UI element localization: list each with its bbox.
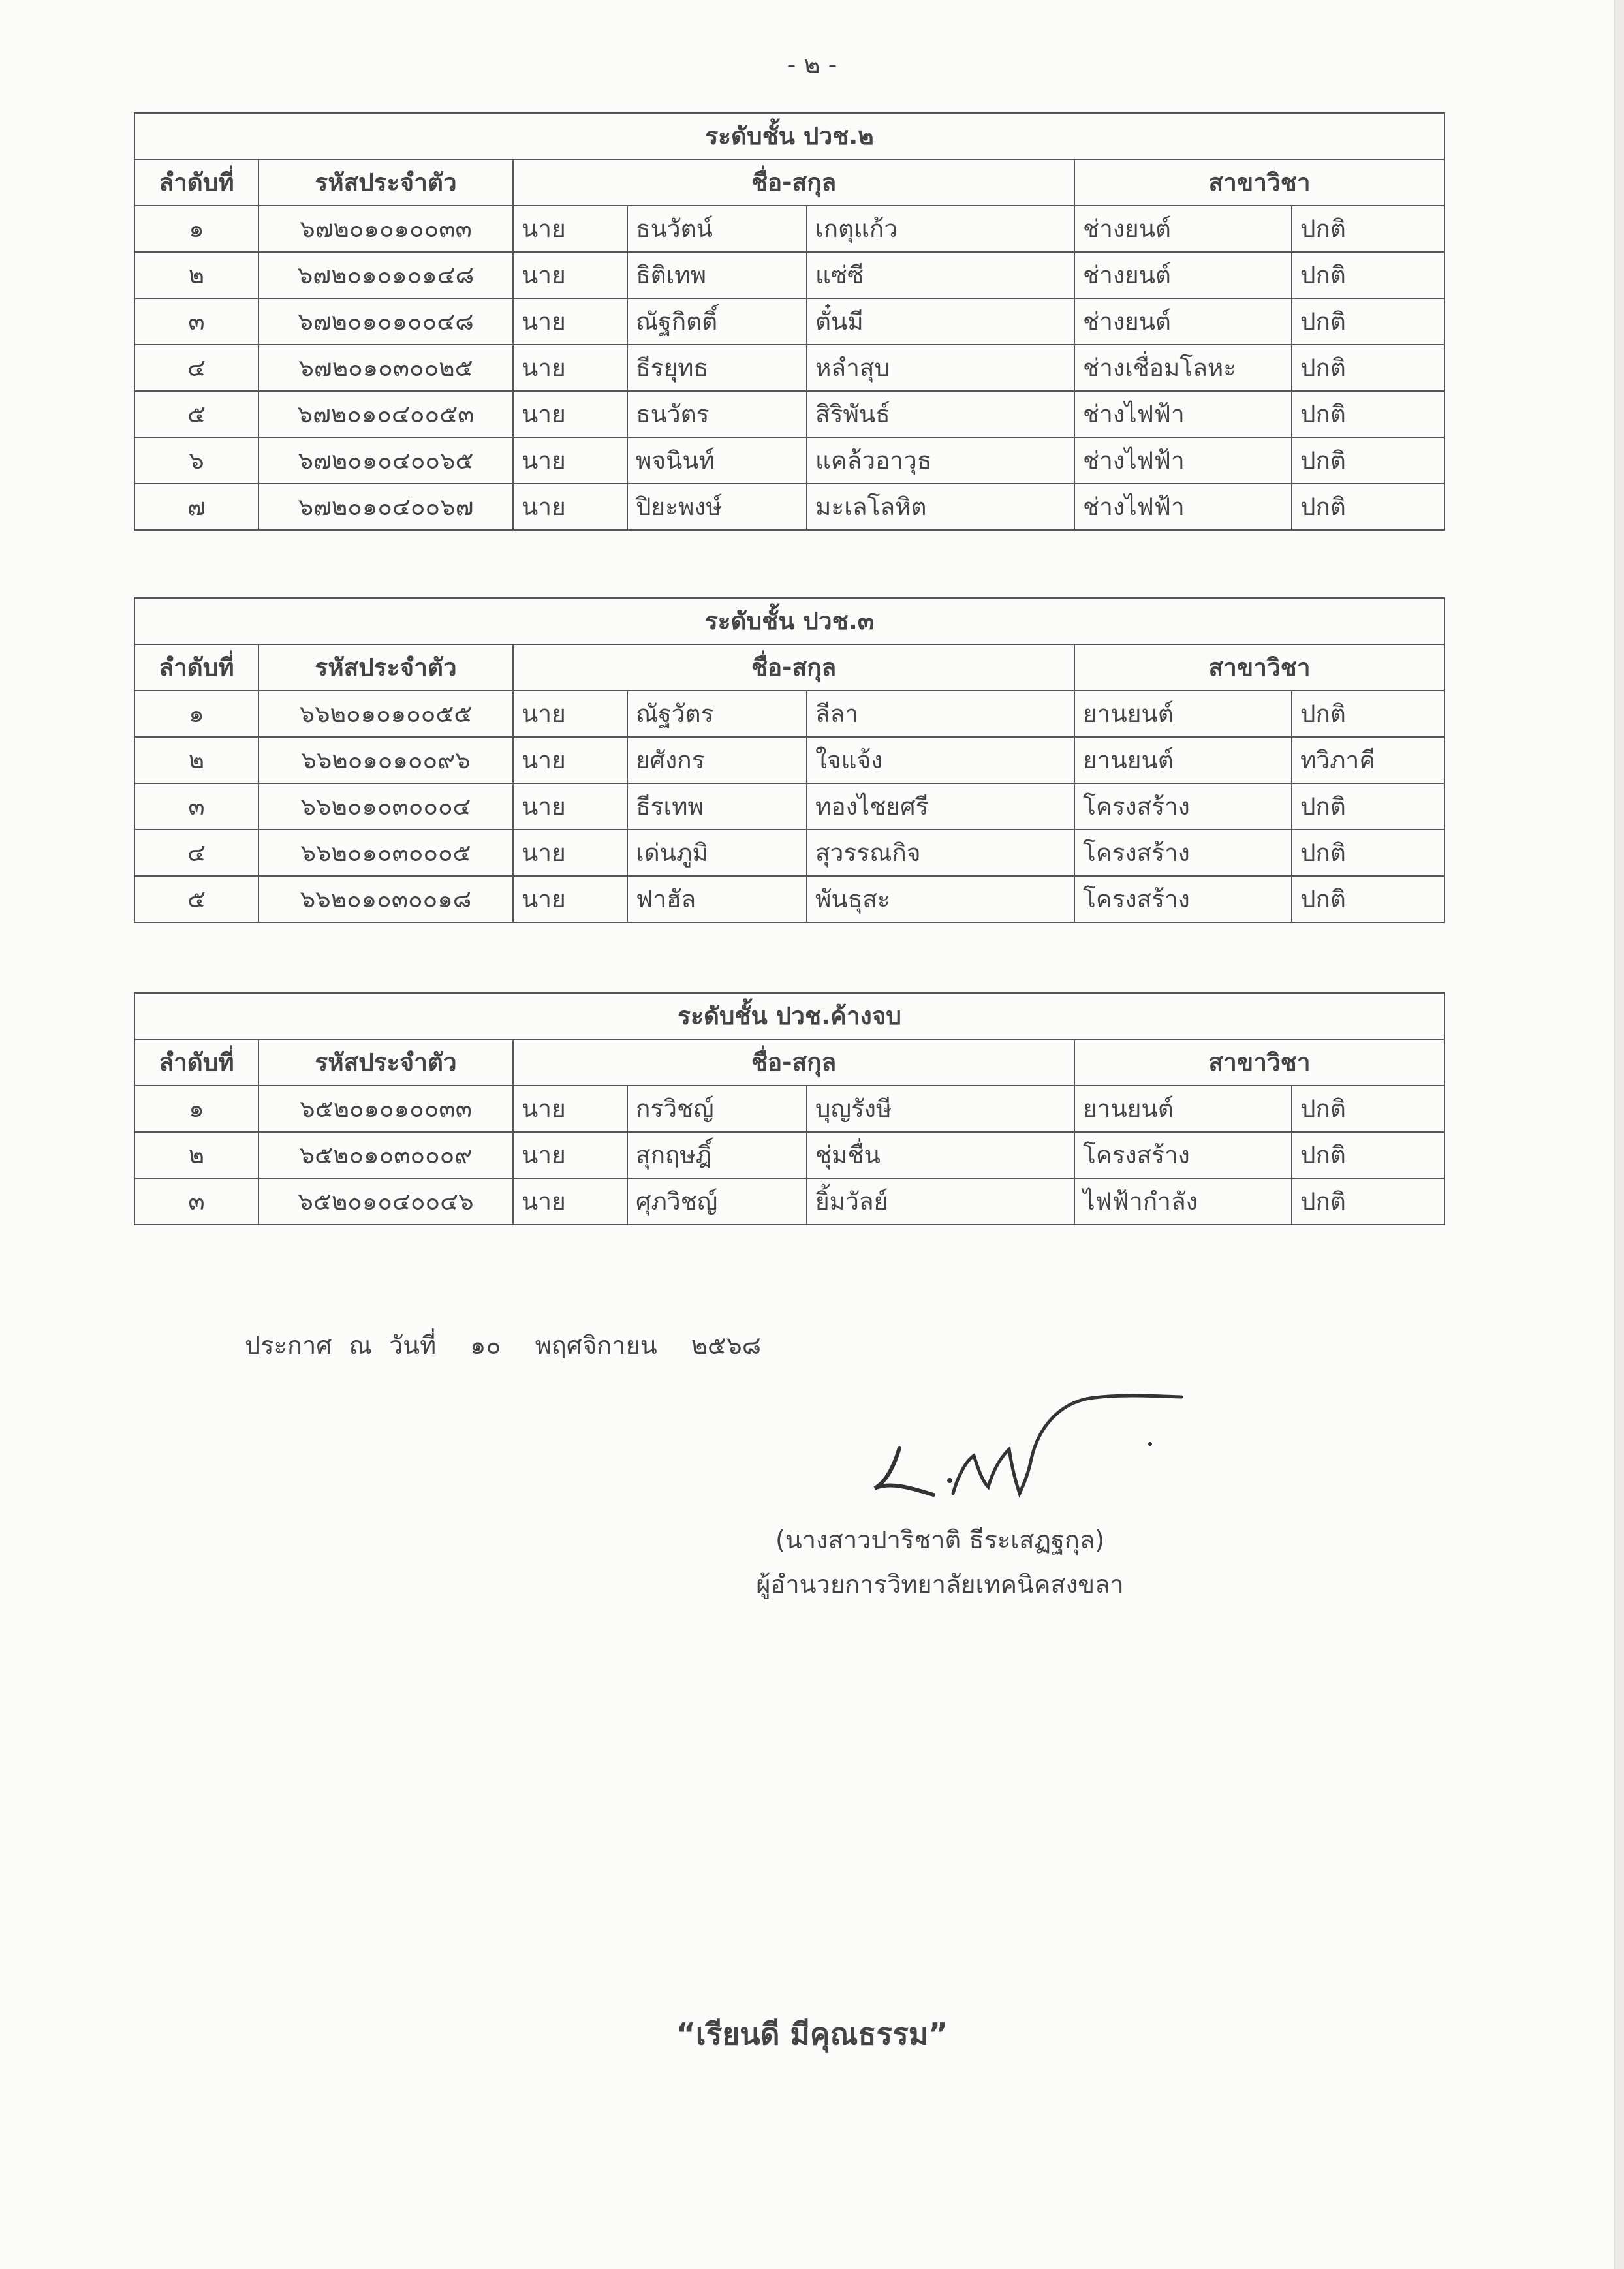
program-type: ปกติ <box>1292 1086 1444 1132</box>
first-name: พจนินท์ <box>627 437 807 484</box>
table-title: ระดับชั้น ปวช.ค้างจบ <box>134 993 1444 1039</box>
announcement-label: ประกาศ ณ วันที่ <box>245 1331 437 1360</box>
last-name: หลำสุบ <box>807 345 1074 391</box>
program-type: ปกติ <box>1292 1178 1444 1225</box>
table-row <box>134 783 1444 830</box>
first-name: ธีรเทพ <box>627 783 807 830</box>
first-name: ธิติเทพ <box>627 252 807 298</box>
header-name: ชื่อ-สกุล <box>513 1039 1074 1086</box>
table-row <box>134 830 1444 876</box>
name-prefix: นาย <box>513 437 627 484</box>
program-type: ปกติ <box>1292 391 1444 437</box>
program-type: ปกติ <box>1292 437 1444 484</box>
name-prefix: นาย <box>513 1132 627 1178</box>
program-type: ปกติ <box>1292 830 1444 876</box>
last-name: พันธุสะ <box>807 876 1074 922</box>
first-name: ปิยะพงษ์ <box>627 484 807 530</box>
first-name: ศุภวิชญ์ <box>627 1178 807 1225</box>
header-student-id: รหัสประจำตัว <box>258 644 513 691</box>
name-prefix: นาย <box>513 206 627 252</box>
first-name: กรวิชญ์ <box>627 1086 807 1132</box>
program-type: ปกติ <box>1292 876 1444 922</box>
major: ช่างไฟฟ้า <box>1074 391 1292 437</box>
major: ช่างยนต์ <box>1074 252 1292 298</box>
header-student-id: รหัสประจำตัว <box>258 159 513 206</box>
student-table-pvc3 <box>134 597 1445 923</box>
motto: “เรียนดี มีคุณธรรม” <box>676 2016 948 2052</box>
name-prefix: นาย <box>513 830 627 876</box>
table-row <box>134 876 1444 922</box>
name-prefix: นาย <box>513 691 627 737</box>
last-name: แคล้วอาวุธ <box>807 437 1074 484</box>
row-number: ๓ <box>134 783 258 830</box>
row-number: ๗ <box>134 484 258 530</box>
major: ช่างยนต์ <box>1074 298 1292 345</box>
student-id: ๖๗๒๐๑๐๓๐๐๒๕ <box>258 345 513 391</box>
name-prefix: นาย <box>513 391 627 437</box>
header-order: ลำดับที่ <box>134 644 258 691</box>
name-prefix: นาย <box>513 876 627 922</box>
announcement-date <box>245 1325 778 1365</box>
student-table-pvc2 <box>134 112 1445 531</box>
last-name: ชุ่มชื่น <box>807 1132 1074 1178</box>
student-id: ๖๖๒๐๑๐๓๐๐๑๘ <box>258 876 513 922</box>
program-type: ปกติ <box>1292 1132 1444 1178</box>
table-title: ระดับชั้น ปวช.๒ <box>134 113 1444 159</box>
row-number: ๓ <box>134 1178 258 1225</box>
row-number: ๔ <box>134 830 258 876</box>
program-type: ทวิภาคี <box>1292 737 1444 783</box>
row-number: ๓ <box>134 298 258 345</box>
table-body <box>134 206 1444 530</box>
table-row <box>134 484 1444 530</box>
table-row <box>134 1132 1444 1178</box>
student-id: ๖๗๒๐๑๐๑๐๑๔๘ <box>258 252 513 298</box>
program-type: ปกติ <box>1292 691 1444 737</box>
table-row <box>134 206 1444 252</box>
header-major: สาขาวิชา <box>1074 1039 1444 1086</box>
header-order: ลำดับที่ <box>134 1039 258 1086</box>
announcement-day: ๑๐ <box>470 1331 501 1360</box>
name-prefix: นาย <box>513 484 627 530</box>
first-name: ณัฐกิตติ์ <box>627 298 807 345</box>
program-type: ปกติ <box>1292 783 1444 830</box>
major: ยานยนต์ <box>1074 691 1292 737</box>
header-name: ชื่อ-สกุล <box>513 159 1074 206</box>
row-number: ๑ <box>134 1086 258 1132</box>
last-name: ตั๋นมี <box>807 298 1074 345</box>
table-row <box>134 1178 1444 1225</box>
first-name: ธนวัตร <box>627 391 807 437</box>
header-order: ลำดับที่ <box>134 159 258 206</box>
table-row <box>134 1086 1444 1132</box>
major: ช่างไฟฟ้า <box>1074 437 1292 484</box>
table-body <box>134 1086 1444 1225</box>
signer-position: ผู้อำนวยการวิทยาลัยเทคนิคสงขลา <box>756 1570 1124 1599</box>
program-type: ปกติ <box>1292 252 1444 298</box>
page-edge <box>1614 0 1624 2269</box>
program-type: ปกติ <box>1292 206 1444 252</box>
student-id: ๖๖๒๐๑๐๑๐๐๕๕ <box>258 691 513 737</box>
student-id: ๖๖๒๐๑๐๓๐๐๐๔ <box>258 783 513 830</box>
last-name: ทองไชยศรี <box>807 783 1074 830</box>
header-major: สาขาวิชา <box>1074 159 1444 206</box>
first-name: สุกฤษฎิ์ <box>627 1132 807 1178</box>
first-name: ณัฐวัตร <box>627 691 807 737</box>
table-row <box>134 691 1444 737</box>
row-number: ๔ <box>134 345 258 391</box>
last-name: ลีลา <box>807 691 1074 737</box>
table-row <box>134 298 1444 345</box>
announcement-month: พฤศจิกายน <box>535 1331 657 1360</box>
student-id: ๖๖๒๐๑๐๓๐๐๐๕ <box>258 830 513 876</box>
signer-name: (นางสาวปาริชาติ ธีระเสฏฐกุล) <box>775 1526 1105 1554</box>
major: ยานยนต์ <box>1074 737 1292 783</box>
first-name: ธีรยุทธ <box>627 345 807 391</box>
row-number: ๕ <box>134 391 258 437</box>
table-row <box>134 252 1444 298</box>
student-id: ๖๗๒๐๑๐๔๐๐๖๕ <box>258 437 513 484</box>
first-name: เด่นภูมิ <box>627 830 807 876</box>
table-row <box>134 391 1444 437</box>
row-number: ๒ <box>134 737 258 783</box>
name-prefix: นาย <box>513 1178 627 1225</box>
last-name: บุญรังษี <box>807 1086 1074 1132</box>
student-id: ๖๗๒๐๑๐๔๐๐๕๓ <box>258 391 513 437</box>
major: ช่างไฟฟ้า <box>1074 484 1292 530</box>
name-prefix: นาย <box>513 737 627 783</box>
row-number: ๒ <box>134 252 258 298</box>
major: โครงสร้าง <box>1074 876 1292 922</box>
handwritten-signature <box>849 1384 1188 1514</box>
student-id: ๖๗๒๐๑๐๑๐๐๓๓ <box>258 206 513 252</box>
last-name: สิริพันธ์ <box>807 391 1074 437</box>
table-body <box>134 691 1444 922</box>
last-name: ยิ้มวัลย์ <box>807 1178 1074 1225</box>
row-number: ๑ <box>134 691 258 737</box>
student-id: ๖๕๒๐๑๐๔๐๐๔๖ <box>258 1178 513 1225</box>
student-id: ๖๖๒๐๑๐๑๐๐๙๖ <box>258 737 513 783</box>
header-student-id: รหัสประจำตัว <box>258 1039 513 1086</box>
major: โครงสร้าง <box>1074 830 1292 876</box>
announcement-year: ๒๕๖๘ <box>691 1331 762 1360</box>
name-prefix: นาย <box>513 252 627 298</box>
student-id: ๖๕๒๐๑๐๑๐๐๓๓ <box>258 1086 513 1132</box>
table-row <box>134 437 1444 484</box>
program-type: ปกติ <box>1292 298 1444 345</box>
last-name: เกตุแก้ว <box>807 206 1074 252</box>
major: โครงสร้าง <box>1074 783 1292 830</box>
last-name: แซ่ซี <box>807 252 1074 298</box>
last-name: สุวรรณกิจ <box>807 830 1074 876</box>
first-name: ยศังกร <box>627 737 807 783</box>
row-number: ๒ <box>134 1132 258 1178</box>
row-number: ๕ <box>134 876 258 922</box>
row-number: ๖ <box>134 437 258 484</box>
table-row <box>134 345 1444 391</box>
page-number: - ๒ - <box>787 50 837 79</box>
major: ยานยนต์ <box>1074 1086 1292 1132</box>
name-prefix: นาย <box>513 298 627 345</box>
major: ช่างยนต์ <box>1074 206 1292 252</box>
header-name: ชื่อ-สกุล <box>513 644 1074 691</box>
table-row <box>134 737 1444 783</box>
name-prefix: นาย <box>513 783 627 830</box>
row-number: ๑ <box>134 206 258 252</box>
first-name: ฟาฮัล <box>627 876 807 922</box>
header-major: สาขาวิชา <box>1074 644 1444 691</box>
first-name: ธนวัตน์ <box>627 206 807 252</box>
name-prefix: นาย <box>513 1086 627 1132</box>
name-prefix: นาย <box>513 345 627 391</box>
last-name: ใจแจ้ง <box>807 737 1074 783</box>
table-title: ระดับชั้น ปวช.๓ <box>134 598 1444 644</box>
major: ช่างเชื่อมโลหะ <box>1074 345 1292 391</box>
program-type: ปกติ <box>1292 484 1444 530</box>
program-type: ปกติ <box>1292 345 1444 391</box>
major: โครงสร้าง <box>1074 1132 1292 1178</box>
major: ไฟฟ้ากำลัง <box>1074 1178 1292 1225</box>
student-id: ๖๕๒๐๑๐๓๐๐๐๙ <box>258 1132 513 1178</box>
student-id: ๖๗๒๐๑๐๔๐๐๖๗ <box>258 484 513 530</box>
student-table-pvc-pending <box>134 992 1445 1225</box>
student-id: ๖๗๒๐๑๐๑๐๐๔๘ <box>258 298 513 345</box>
last-name: มะเลโลหิต <box>807 484 1074 530</box>
